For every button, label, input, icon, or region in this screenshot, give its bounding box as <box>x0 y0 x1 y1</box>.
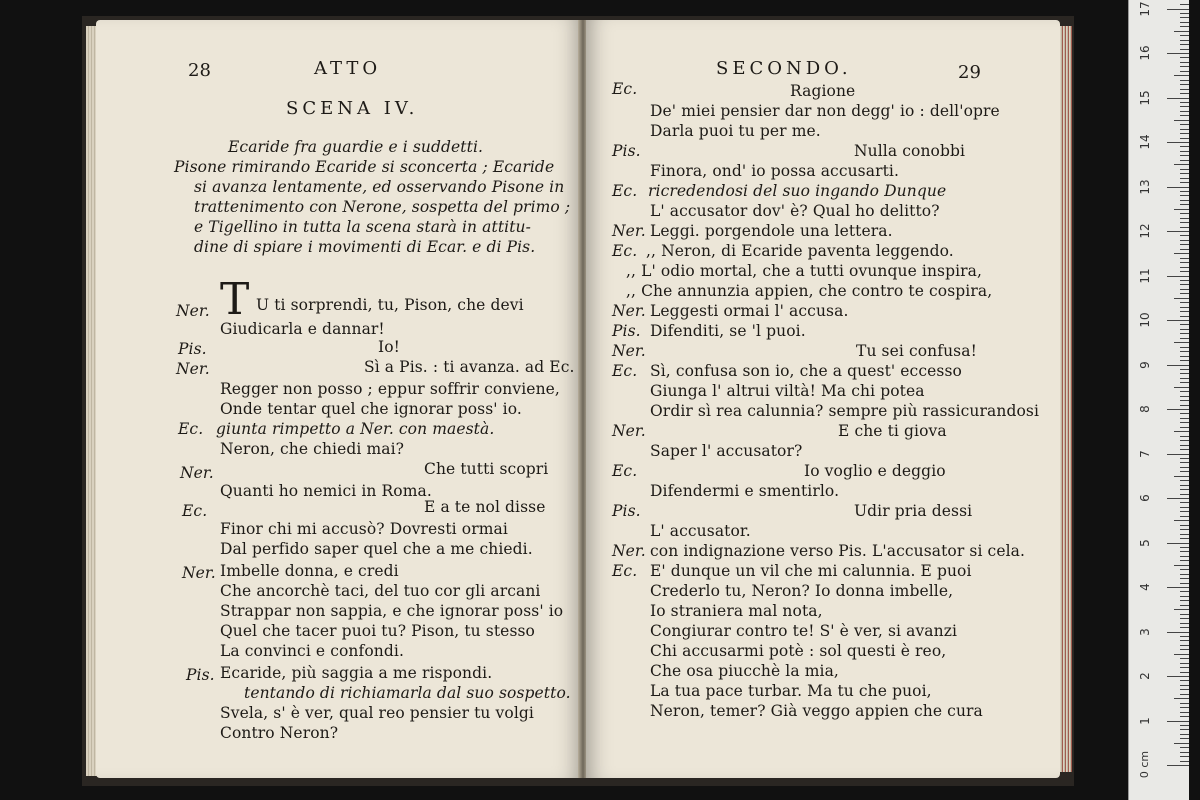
ruler-tick <box>1180 467 1189 468</box>
ruler-tick <box>1180 146 1189 147</box>
ruler-number: 8 <box>1138 405 1152 413</box>
ruler-tick <box>1180 160 1189 161</box>
ruler-tick <box>1180 204 1189 205</box>
ruler-tick <box>1180 400 1189 401</box>
dialogue-line: Ordir sì rea calunnia? sempre più rassicurandosi <box>650 402 1040 420</box>
left-page <box>96 20 581 778</box>
ruler-tick <box>1180 369 1189 370</box>
ruler-tick <box>1180 106 1189 107</box>
ruler-tick <box>1167 498 1189 499</box>
dialogue-line: De' miei pensier dar non degg' io : dell'opre <box>650 102 1000 120</box>
ruler-tick <box>1167 365 1189 366</box>
ruler-tick <box>1180 258 1189 259</box>
ruler-tick <box>1180 84 1189 85</box>
ruler-tick <box>1180 240 1189 241</box>
ruler-tick <box>1180 262 1189 263</box>
ruler-number: 5 <box>1138 538 1152 547</box>
speaker-label: Pis. <box>612 142 641 160</box>
stage-direction-inline: tentando di richiamarla dal suo sospetto. <box>244 684 571 702</box>
ruler-tick <box>1180 569 1189 570</box>
ruler-tick <box>1180 4 1189 5</box>
dialogue-line: Io! <box>378 338 400 356</box>
ruler-tick <box>1180 195 1189 196</box>
ruler-tick <box>1180 489 1189 490</box>
left-running-head: ATTO <box>314 58 382 79</box>
ruler-tick <box>1180 151 1189 152</box>
ruler-tick <box>1174 209 1189 210</box>
ruler-tick <box>1180 93 1189 94</box>
ruler-tick <box>1180 182 1189 183</box>
ruler-tick <box>1167 721 1189 722</box>
ruler-tick <box>1180 284 1189 285</box>
ruler-number: 7 <box>1138 449 1152 458</box>
ruler-tick <box>1180 534 1189 535</box>
ruler-tick <box>1180 480 1189 481</box>
ruler-tick <box>1180 502 1189 503</box>
ruler-tick <box>1180 316 1189 317</box>
ruler-tick <box>1180 703 1189 704</box>
ruler-tick <box>1167 98 1189 99</box>
dialogue-line: Ragione <box>790 82 856 100</box>
drop-cap: T <box>220 274 250 325</box>
ruler-tick <box>1180 356 1189 357</box>
stage-direction-line: e Tigellino in tutta la scena starà in attitu- <box>194 218 531 236</box>
dialogue-line: Congiurar contro te! S' è ver, si avanzi <box>650 622 958 640</box>
ruler-tick <box>1180 667 1189 668</box>
ruler-tick <box>1167 187 1189 188</box>
speaker-label: Ec. <box>178 420 204 438</box>
ruler-tick <box>1180 445 1189 446</box>
ruler-tick <box>1180 485 1189 486</box>
ruler-tick <box>1167 587 1189 588</box>
ruler-tick <box>1180 235 1189 236</box>
speaker-label: Ner. <box>180 464 214 482</box>
ruler-tick <box>1180 538 1189 539</box>
ruler-tick <box>1180 333 1189 334</box>
ruler-tick <box>1167 454 1189 455</box>
ruler-tick <box>1180 529 1189 530</box>
ruler-tick <box>1180 102 1189 103</box>
dialogue-line: Imbelle donna, e credi <box>220 562 399 580</box>
ruler-tick <box>1180 658 1189 659</box>
ruler-tick <box>1180 525 1189 526</box>
ruler-tick <box>1180 249 1189 250</box>
ruler-tick <box>1180 761 1189 762</box>
dialogue-line: Contro Neron? <box>220 724 339 742</box>
stage-direction-line: Pisone rimirando Ecaride si sconcerta ; Ecaride <box>174 158 555 176</box>
stage-direction-line: si avanza lentamente, ed osservando Pisone in <box>194 178 565 196</box>
speaker-label: Ec. <box>612 562 638 580</box>
ruler-tick <box>1180 329 1189 330</box>
speaker-label: Ec. <box>612 362 638 380</box>
ruler-tick <box>1180 734 1189 735</box>
page-edges-right <box>1058 26 1072 772</box>
ruler-tick <box>1180 556 1189 557</box>
ruler-tick <box>1180 382 1189 383</box>
dialogue-line: Quel che tacer puoi tu? Pison, tu stesso <box>220 622 535 640</box>
ruler-tick <box>1180 729 1189 730</box>
dialogue-line: Svela, s' è ver, qual reo pensier tu volgi <box>220 704 534 722</box>
dialogue-line: Io voglio e deggio <box>804 462 946 480</box>
speaker-label: Ec. <box>612 182 638 200</box>
ruler-number: 15 <box>1138 89 1152 106</box>
ruler-tick <box>1180 645 1189 646</box>
dialogue-line: Finor chi mi accusò? Dovresti ormai <box>220 520 508 538</box>
ruler-number: 4 <box>1138 583 1152 591</box>
ruler-tick <box>1180 35 1189 36</box>
ruler-tick <box>1180 115 1189 116</box>
dialogue-line: Neron, temer? Già veggo appien che cura <box>650 702 983 720</box>
speaker-label: Ner. <box>176 302 210 320</box>
ruler-tick <box>1180 405 1189 406</box>
ruler-tick <box>1180 516 1189 517</box>
ruler-tick <box>1180 449 1189 450</box>
scene-title: SCENA IV. <box>286 98 419 119</box>
ruler-tick <box>1180 391 1189 392</box>
ruler-tick <box>1180 311 1189 312</box>
ruler-tick <box>1180 17 1189 18</box>
ruler-tick <box>1180 458 1189 459</box>
ruler-tick <box>1180 89 1189 90</box>
dialogue-line: ,, Che annunzia appien, che contro te cospira, <box>626 282 993 300</box>
ruler-tick <box>1180 689 1189 690</box>
ruler-tick <box>1174 743 1189 744</box>
ruler-tick <box>1180 191 1189 192</box>
ruler-tick <box>1180 413 1189 414</box>
measurement-ruler <box>1128 0 1189 800</box>
dialogue-line: Io straniera mal nota, <box>650 602 823 620</box>
ruler-number: 9 <box>1138 360 1152 369</box>
ruler-number: 3 <box>1138 627 1152 636</box>
ruler-tick <box>1167 676 1189 677</box>
ruler-number: 14 <box>1138 134 1152 150</box>
ruler-tick <box>1180 640 1189 641</box>
ruler-tick <box>1180 707 1189 708</box>
ruler-tick <box>1180 471 1189 472</box>
dialogue-line: Giunga l' altrui viltà! Ma chi potea <box>650 382 925 400</box>
ruler-tick <box>1180 636 1189 637</box>
dialogue-line: ,, Neron, di Ecaride paventa leggendo. <box>646 242 954 260</box>
ruler-tick <box>1180 623 1189 624</box>
right-running-head: SECONDO. <box>716 58 852 79</box>
speaker-label: Ec. <box>612 462 638 480</box>
speaker-label: Pis. <box>612 322 641 340</box>
ruler-tick <box>1180 507 1189 508</box>
ruler-tick <box>1180 427 1189 428</box>
ruler-tick <box>1174 31 1189 32</box>
dialogue-line: Crederlo tu, Neron? Io donna imbelle, <box>650 582 954 600</box>
ruler-tick <box>1180 378 1189 379</box>
dialogue-line: Ecaride, più saggia a me rispondi. <box>220 664 493 682</box>
dialogue-line: Difenditi, se 'l puoi. <box>650 322 806 340</box>
ruler-tick <box>1180 649 1189 650</box>
speaker-label: Ner. <box>612 542 646 560</box>
ruler-tick <box>1180 596 1189 597</box>
dialogue-line: Onde tentar quel che ignorar poss' io. <box>220 400 522 418</box>
ruler-tick <box>1167 231 1189 232</box>
dialogue-line: Che osa piucchè la mia, <box>650 662 839 680</box>
dialogue-line: La tua pace turbar. Ma tu che puoi, <box>650 682 932 700</box>
ruler-tick <box>1180 680 1189 681</box>
ruler-tick <box>1180 57 1189 58</box>
ruler-tick <box>1167 543 1189 544</box>
ruler-tick <box>1180 80 1189 81</box>
ruler-tick <box>1180 578 1189 579</box>
ruler-tick <box>1180 124 1189 125</box>
ruler-tick <box>1180 360 1189 361</box>
ruler-tick <box>1174 520 1189 521</box>
stage-direction-line: Ecaride fra guardie e i suddetti. <box>228 138 484 156</box>
dialogue-line: Udir pria dessi <box>854 502 973 520</box>
right-page-number: 29 <box>958 62 982 83</box>
ruler-tick <box>1180 547 1189 548</box>
ruler-tick <box>1180 462 1189 463</box>
ruler-number: 11 <box>1138 267 1152 284</box>
ruler-tick <box>1174 164 1189 165</box>
ruler-unit-label: 0 cm <box>1138 750 1152 779</box>
ruler-tick <box>1180 13 1189 14</box>
ruler-tick <box>1174 253 1189 254</box>
ruler-number: 2 <box>1138 672 1152 680</box>
ruler-tick <box>1180 600 1189 601</box>
ruler-tick <box>1167 409 1189 410</box>
ruler-tick <box>1167 632 1189 633</box>
ruler-tick <box>1167 142 1189 143</box>
dialogue-line: Regger non posso ; eppur soffrir conviene, <box>220 380 560 398</box>
speaker-label: Ec. <box>612 80 638 98</box>
dialogue-line: La convinci e confondi. <box>220 642 404 660</box>
ruler-tick <box>1180 373 1189 374</box>
dialogue-line: Leggi. porgendole una lettera. <box>650 222 893 240</box>
ruler-tick <box>1167 9 1189 10</box>
ruler-tick <box>1180 694 1189 695</box>
ruler-tick <box>1174 120 1189 121</box>
speaker-label: Ner. <box>612 222 646 240</box>
ruler-tick <box>1180 133 1189 134</box>
dialogue-line: Che ancorchè taci, del tuo cor gli arcani <box>220 582 541 600</box>
ruler-tick <box>1180 738 1189 739</box>
speaker-label: Pis. <box>178 340 207 358</box>
dialogue-line: Quanti ho nemici in Roma. <box>220 482 432 500</box>
stage-direction-line: dine di spiare i movimenti di Ecar. e di Pis. <box>194 238 536 256</box>
dialogue-line: L' accusator dov' è? Qual ho delitto? <box>650 202 940 220</box>
ruler-tick <box>1180 511 1189 512</box>
ruler-number: 16 <box>1138 45 1152 61</box>
stage-direction-inline: giunta rimpetto a Ner. con maestà. <box>216 420 495 438</box>
dialogue-line: Nulla conobbi <box>854 142 966 160</box>
ruler-tick <box>1174 387 1189 388</box>
ruler-tick <box>1180 663 1189 664</box>
ruler-tick <box>1174 476 1189 477</box>
dialogue-line: E che ti giova <box>838 422 947 440</box>
ruler-tick <box>1180 605 1189 606</box>
ruler-tick <box>1180 44 1189 45</box>
ruler-tick <box>1180 685 1189 686</box>
ruler-tick <box>1180 436 1189 437</box>
dialogue-line: Che tutti scopri <box>424 460 549 478</box>
ruler-tick <box>1167 276 1189 277</box>
ruler-tick <box>1180 551 1189 552</box>
speaker-label: Pis. <box>186 666 215 684</box>
ruler-tick <box>1180 71 1189 72</box>
dialogue-line: ,, L' odio mortal, che a tutti ovunque inspira, <box>626 262 983 280</box>
ruler-tick <box>1180 26 1189 27</box>
ruler-tick <box>1180 293 1189 294</box>
ruler-tick <box>1180 22 1189 23</box>
ruler-tick <box>1180 302 1189 303</box>
dialogue-line: Neron, che chiedi mai? <box>220 440 405 458</box>
ruler-tick <box>1174 698 1189 699</box>
ruler-tick <box>1180 62 1189 63</box>
ruler-tick <box>1180 591 1189 592</box>
dialogue-line: Difendermi e smentirlo. <box>650 482 840 500</box>
ruler-tick <box>1180 244 1189 245</box>
speaker-label: Ner. <box>612 342 646 360</box>
ruler-tick <box>1180 614 1189 615</box>
ruler-tick <box>1180 752 1189 753</box>
ruler-tick <box>1180 494 1189 495</box>
ruler-tick <box>1180 222 1189 223</box>
ruler-tick <box>1180 725 1189 726</box>
stage-direction-inline: ricredendosi del suo ingando Dunque <box>648 182 947 200</box>
speaker-label: Ner. <box>176 360 210 378</box>
ruler-number: 17 <box>1138 0 1152 17</box>
dialogue-line: L' accusator. <box>650 522 751 540</box>
ruler-tick <box>1174 565 1189 566</box>
dialogue-line: E a te nol disse <box>424 498 546 516</box>
ruler-tick <box>1167 765 1189 766</box>
ruler-tick <box>1180 627 1189 628</box>
ruler-number: 10 <box>1138 312 1152 328</box>
ruler-tick <box>1180 324 1189 325</box>
right-page <box>586 20 1060 778</box>
dialogue-line: Dal perfido saper quel che a me chiedi. <box>220 540 533 558</box>
ruler-tick <box>1180 227 1189 228</box>
ruler-tick <box>1180 574 1189 575</box>
ruler-tick <box>1180 129 1189 130</box>
ruler-tick <box>1180 338 1189 339</box>
ruler-tick <box>1180 271 1189 272</box>
ruler-number: 6 <box>1138 494 1152 502</box>
ruler-tick <box>1174 75 1189 76</box>
dialogue-line: E' dunque un vil che mi calunnia. E puoi <box>650 562 972 580</box>
speaker-label: Ner. <box>182 564 216 582</box>
ruler-tick <box>1180 66 1189 67</box>
ruler-number: 12 <box>1138 223 1152 239</box>
speaker-label: Ner. <box>612 422 646 440</box>
ruler-tick <box>1180 747 1189 748</box>
speaker-label: Pis. <box>612 502 641 520</box>
speaker-label: Ec. <box>612 242 638 260</box>
ruler-tick <box>1180 672 1189 673</box>
ruler-tick <box>1174 609 1189 610</box>
ruler-tick <box>1180 440 1189 441</box>
ruler-tick <box>1180 267 1189 268</box>
ruler-tick <box>1180 200 1189 201</box>
ruler-number: 13 <box>1138 178 1152 195</box>
ruler-tick <box>1180 422 1189 423</box>
ruler-tick <box>1180 213 1189 214</box>
ruler-tick <box>1180 712 1189 713</box>
dialogue-line: U ti sorprendi, tu, Pison, che devi <box>256 296 524 314</box>
ruler-tick <box>1174 298 1189 299</box>
speaker-label: Ner. <box>612 302 646 320</box>
ruler-tick <box>1167 320 1189 321</box>
ruler-tick <box>1174 431 1189 432</box>
ruler-tick <box>1180 155 1189 156</box>
ruler-tick <box>1180 138 1189 139</box>
dialogue-line: Sì a Pis. : ti avanza. ad Ec. <box>364 358 575 376</box>
ruler-tick <box>1180 618 1189 619</box>
ruler-tick <box>1180 289 1189 290</box>
ruler-tick <box>1180 583 1189 584</box>
ruler-tick <box>1180 218 1189 219</box>
ruler-tick <box>1167 53 1189 54</box>
ruler-tick <box>1180 169 1189 170</box>
dialogue-line: Saper l' accusator? <box>650 442 803 460</box>
ruler-tick <box>1180 418 1189 419</box>
ruler-tick <box>1180 560 1189 561</box>
left-page-number: 28 <box>188 60 212 81</box>
ruler-tick <box>1180 716 1189 717</box>
ruler-tick <box>1180 111 1189 112</box>
ruler-tick <box>1180 396 1189 397</box>
dialogue-line: Chi accusarmi potè : sol questi è reo, <box>650 642 947 660</box>
dialogue-line: Darla puoi tu per me. <box>650 122 821 140</box>
ruler-tick <box>1180 347 1189 348</box>
dialogue-line: Strappar non sappia, e che ignorar poss' io <box>220 602 564 620</box>
ruler-tick <box>1180 307 1189 308</box>
ruler-number: 1 <box>1138 716 1152 725</box>
ruler-tick <box>1180 49 1189 50</box>
stage-direction-line: trattenimento con Nerone, sospetta del primo ; <box>194 198 571 216</box>
dialogue-line: Tu sei confusa! <box>856 342 977 360</box>
dialogue-line: Sì, confusa son io, che a quest' eccesso <box>650 362 962 380</box>
ruler-tick <box>1180 280 1189 281</box>
dialogue-line: Leggesti ormai l' accusa. <box>650 302 849 320</box>
dialogue-line: con indignazione verso Pis. L'accusator si cela. <box>650 542 1026 560</box>
ruler-tick <box>1180 756 1189 757</box>
dialogue-line: Finora, ond' io possa accusarti. <box>650 162 900 180</box>
ruler-tick <box>1174 342 1189 343</box>
ruler-tick <box>1180 173 1189 174</box>
speaker-label: Ec. <box>182 502 208 520</box>
ruler-tick <box>1180 40 1189 41</box>
ruler-tick <box>1180 178 1189 179</box>
dialogue-line: Giudicarla e dannar! <box>220 320 385 338</box>
ruler-tick <box>1174 654 1189 655</box>
ruler-tick <box>1180 351 1189 352</box>
